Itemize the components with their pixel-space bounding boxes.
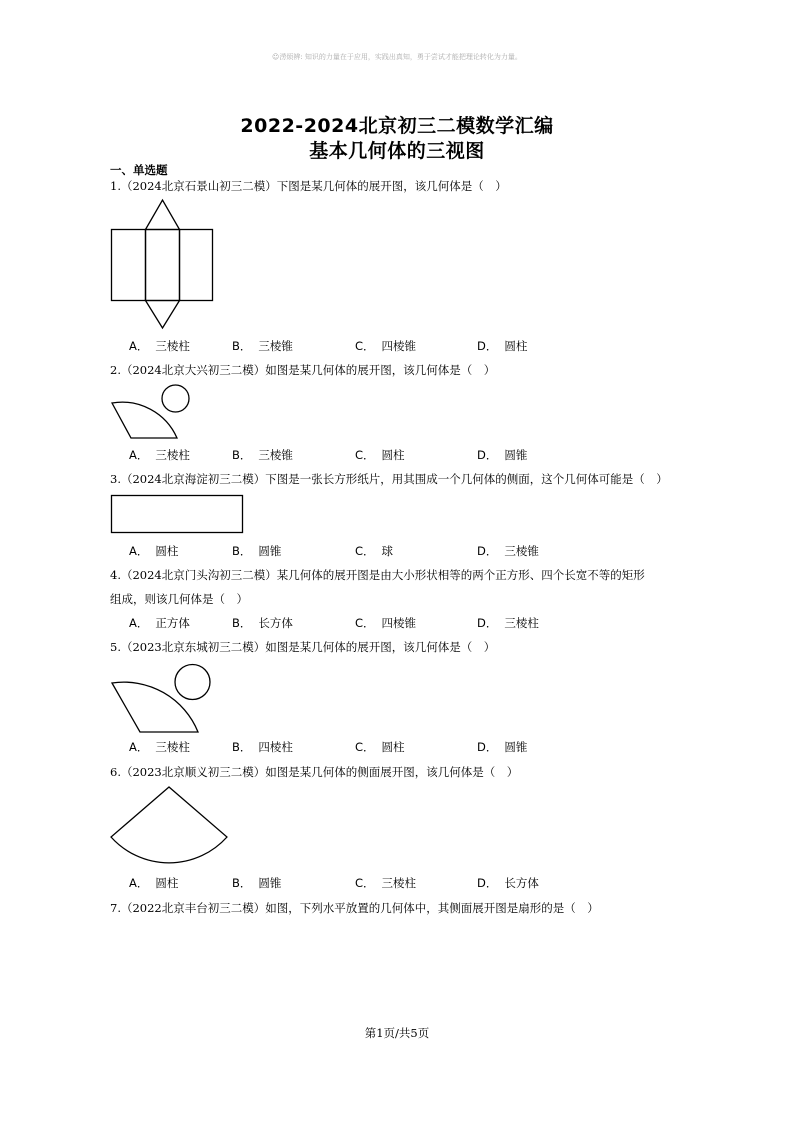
question-6-figure	[110, 785, 230, 867]
q6-option-c[interactable]	[355, 875, 416, 891]
option-label: D．	[477, 448, 498, 462]
q1-option-b[interactable]	[232, 338, 293, 354]
option-label: D．	[477, 740, 498, 754]
q3-option-a[interactable]	[129, 543, 178, 559]
option-label: D．	[477, 544, 498, 558]
option-label: D．	[477, 616, 498, 630]
header-note: ☺涝烦辨: 知识的力量在于应用，实践出真知，勇于尝试才能把理论转化为力量。	[272, 53, 522, 61]
option-label: C．	[355, 876, 375, 890]
question-3-figure	[110, 494, 244, 534]
option-text: 圆锥	[258, 876, 282, 890]
q2-option-b[interactable]	[232, 447, 293, 463]
net-triangle-top	[146, 200, 180, 230]
question-3-text: 3.（2024北京海淀初三二模）下图是一张长方形纸片，用其围成一个几何体的侧面，这个几何体可能是（ ）	[110, 472, 668, 486]
document-title: 2022-2024北京初三二模数学汇编	[240, 115, 554, 137]
option-label: A．	[129, 616, 149, 630]
question-2-text: 2.（2024北京大兴初三二模）如图是某几何体的展开图，该几何体是（ ）	[110, 363, 496, 377]
q3-option-b[interactable]	[232, 543, 281, 559]
q5-option-a[interactable]	[129, 739, 190, 755]
option-text: 三棱锥	[258, 448, 293, 462]
option-text: 三棱柱	[155, 448, 190, 462]
document-subtitle: 基本几何体的三视图	[309, 140, 485, 162]
q2-option-c[interactable]	[355, 447, 405, 463]
option-text: 三棱锥	[258, 339, 293, 353]
option-text: 圆柱	[155, 544, 179, 558]
section-title: 一、单选题	[110, 163, 168, 177]
q1-option-c[interactable]	[355, 338, 416, 354]
option-label: A．	[129, 448, 149, 462]
option-text: 正方体	[155, 616, 190, 630]
question-7-text: 7.（2022北京丰台初三二模）如图，下列水平放置的几何体中，其侧面展开图是扇形的是（ ）	[110, 901, 599, 915]
option-text: 四棱柱	[258, 740, 293, 754]
option-text: 球	[381, 544, 394, 558]
q4-option-b[interactable]	[232, 615, 293, 631]
option-label: B．	[232, 616, 252, 630]
question-6-text: 6.（2023北京顺义初三二模）如图是某几何体的侧面展开图，该几何体是（ ）	[110, 765, 519, 779]
q6-option-a[interactable]	[129, 875, 178, 891]
q5-option-c[interactable]	[355, 739, 405, 755]
q6-option-d[interactable]	[477, 875, 539, 891]
option-label: C．	[355, 339, 375, 353]
cone-net-base-circle	[175, 665, 210, 700]
option-label: B．	[232, 876, 252, 890]
option-text: 圆锥	[504, 740, 528, 754]
option-label: A．	[129, 876, 149, 890]
option-text: 长方体	[258, 616, 293, 630]
option-text: 三棱柱	[155, 740, 190, 754]
option-text: 四棱锥	[381, 339, 417, 353]
question-2-figure	[110, 383, 192, 439]
option-label: D．	[477, 339, 498, 353]
option-text: 圆柱	[381, 740, 405, 754]
q4-option-a[interactable]	[129, 615, 190, 631]
option-text: 四棱锥	[381, 616, 417, 630]
question-4-text: 4.（2024北京门头沟初三二模）某几何体的展开图是由大小形状相等的两个正方形、四个长宽不等的矩形	[110, 568, 645, 582]
net-triangle-bottom	[146, 301, 180, 329]
option-text: 长方体	[504, 876, 539, 890]
option-text: 三棱锥	[504, 544, 539, 558]
net-rect-right	[180, 230, 213, 301]
option-text: 圆柱	[381, 448, 405, 462]
paper-rectangle	[112, 496, 243, 533]
option-text: 圆柱	[504, 339, 528, 353]
option-text: 圆锥	[504, 448, 528, 462]
q2-option-a[interactable]	[129, 447, 190, 463]
cone-net-base-circle	[162, 385, 189, 412]
option-label: C．	[355, 740, 375, 754]
question-5-text: 5.（2023北京东城初三二模）如图是某几何体的展开图，该几何体是（ ）	[110, 640, 496, 654]
option-label: C．	[355, 448, 375, 462]
q5-option-d[interactable]	[477, 739, 527, 755]
option-label: A．	[129, 339, 149, 353]
net-rect-left	[112, 230, 146, 301]
option-label: C．	[355, 544, 375, 558]
q4-option-d[interactable]	[477, 615, 539, 631]
q3-option-c[interactable]	[355, 543, 393, 559]
question-1-figure	[110, 198, 214, 330]
option-label: A．	[129, 740, 149, 754]
q6-option-b[interactable]	[232, 875, 281, 891]
q3-option-d[interactable]	[477, 543, 539, 559]
option-label: B．	[232, 448, 252, 462]
option-text: 三棱柱	[381, 876, 417, 890]
option-label: A．	[129, 544, 149, 558]
q1-option-d[interactable]	[477, 338, 527, 354]
question-1-text: 1.（2024北京石景山初三二模）下图是某几何体的展开图，该几何体是（ ）	[110, 179, 507, 193]
option-text: 圆锥	[258, 544, 282, 558]
option-label: B．	[232, 544, 252, 558]
q5-option-b[interactable]	[232, 739, 293, 755]
cone-net-sector	[112, 682, 198, 732]
option-label: C．	[355, 616, 375, 630]
option-text: 三棱柱	[155, 339, 190, 353]
q4-option-c[interactable]	[355, 615, 416, 631]
question-5-figure	[110, 663, 214, 733]
option-label: B．	[232, 339, 252, 353]
sector-lateral-surface	[111, 787, 227, 863]
option-label: B．	[232, 740, 252, 754]
q1-option-a[interactable]	[129, 338, 190, 354]
option-text: 三棱柱	[504, 616, 539, 630]
cone-net-sector	[112, 402, 177, 438]
option-label: D．	[477, 876, 498, 890]
net-rect-middle	[146, 230, 180, 301]
q2-option-d[interactable]	[477, 447, 527, 463]
question-4-text-line2: 组成，则该几何体是（ ）	[110, 592, 248, 606]
page-footer: 第1页/共5页	[364, 1026, 430, 1040]
option-text: 圆柱	[155, 876, 179, 890]
